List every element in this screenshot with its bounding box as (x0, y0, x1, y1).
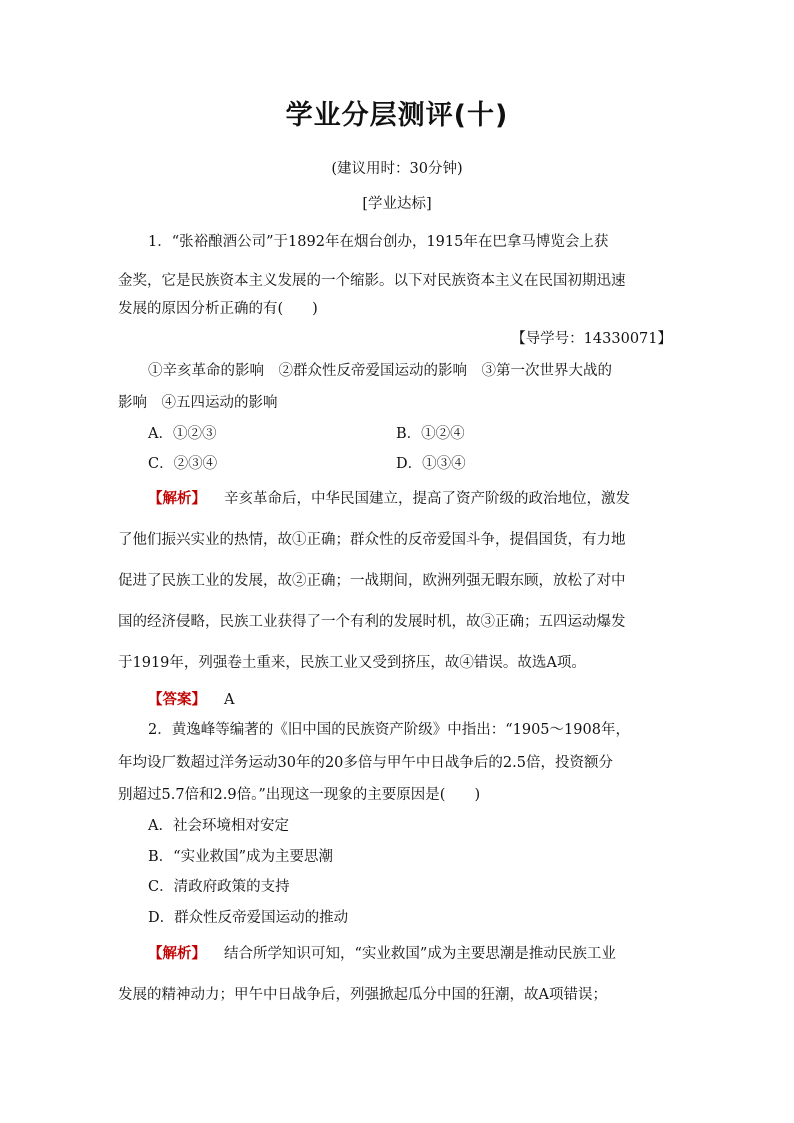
q2-option-a: A．社会环境相对安定 (148, 818, 289, 834)
q1-stem-line-3: 发展的原因分析正确的有( ) (118, 301, 318, 317)
q1-analysis-line-3: 促进了民族工业的发展，故②正确；一战期间，欧洲列强无暇东顾，放松了对中 (118, 573, 626, 589)
q1-analysis-line-2: 了他们振兴实业的热情，故①正确；群众性的反帝爱国斗争，提倡国货，有力地 (118, 532, 626, 548)
q1-stem-line-2: 金奖，它是民族资本主义发展的一个缩影。以下对民族资本主义在民国初期迅速 (118, 273, 626, 289)
q1-option-d: D．①③④ (396, 456, 466, 472)
q1-items-line-1: ①辛亥革命的影响 ②群众性反帝爱国运动的影响 ③第一次世界大战的 (148, 363, 612, 379)
q1-analysis-line-4: 国的经济侵略，民族工业获得了一个有利的发展时机，故③正确；五四运动爆发 (118, 614, 626, 630)
q2-analysis-line-2: 发展的精神动力；甲午中日战争后，列强掀起瓜分中国的狂潮，故A项错误； (118, 987, 607, 1003)
q1-analysis-line-5: 于1919年，列强卷土重来，民族工业又受到挤压，故④错误。故选A项。 (118, 655, 586, 671)
q1-option-a: A．①②③ (148, 426, 217, 442)
q2-stem-line-3: 别超过5.7倍和2.9倍。”出现这一现象的主要原因是( ) (118, 787, 481, 803)
section-heading: [学业达标] (362, 196, 432, 212)
q1-analysis-text-1: 辛亥革命后，中华民国建立，提高了资产阶级的政治地位，激发 (224, 491, 630, 507)
q1-answer-value: A (224, 692, 235, 708)
analysis-tag: 【解析】 (148, 491, 206, 507)
page-title: 学业分层测评(十) (285, 100, 509, 131)
time-note: (建议用时：30分钟) (331, 161, 463, 177)
q1-option-c: C．②③④ (148, 456, 218, 472)
q1-stem-line-1: 1．“张裕酿酒公司”于1892年在烟台创办，1915年在巴拿马博览会上获 (148, 234, 609, 250)
q1-analysis-line-1 (148, 488, 708, 510)
q2-stem-line-2: 年均设厂数超过洋务运动30年的20多倍与甲午中日战争后的2.5倍，投资额分 (118, 755, 613, 771)
q2-analysis-line-1 (148, 943, 708, 965)
q2-analysis-text-1: 结合所学知识可知，“实业救国”成为主要思潮是推动民族工业 (224, 946, 616, 962)
q1-option-b: B．①②④ (396, 426, 465, 442)
q2-option-c: C．清政府政策的支持 (148, 879, 290, 895)
q2-option-b: B．“实业救国”成为主要思潮 (148, 849, 333, 865)
answer-tag: 【答案】 (148, 692, 206, 708)
analysis-tag: 【解析】 (148, 946, 206, 962)
q1-items-line-2: 影响 ④五四运动的影响 (118, 395, 278, 411)
q1-guide-number: 【导学号：14330071】 (511, 331, 672, 347)
q1-answer-line (148, 689, 708, 711)
q2-option-d: D．群众性反帝爱国运动的推动 (148, 910, 349, 926)
q2-stem-line-1: 2．黄逸峰等编著的《旧中国的民族资产阶级》中指出：“1905～1908年， (148, 722, 630, 738)
